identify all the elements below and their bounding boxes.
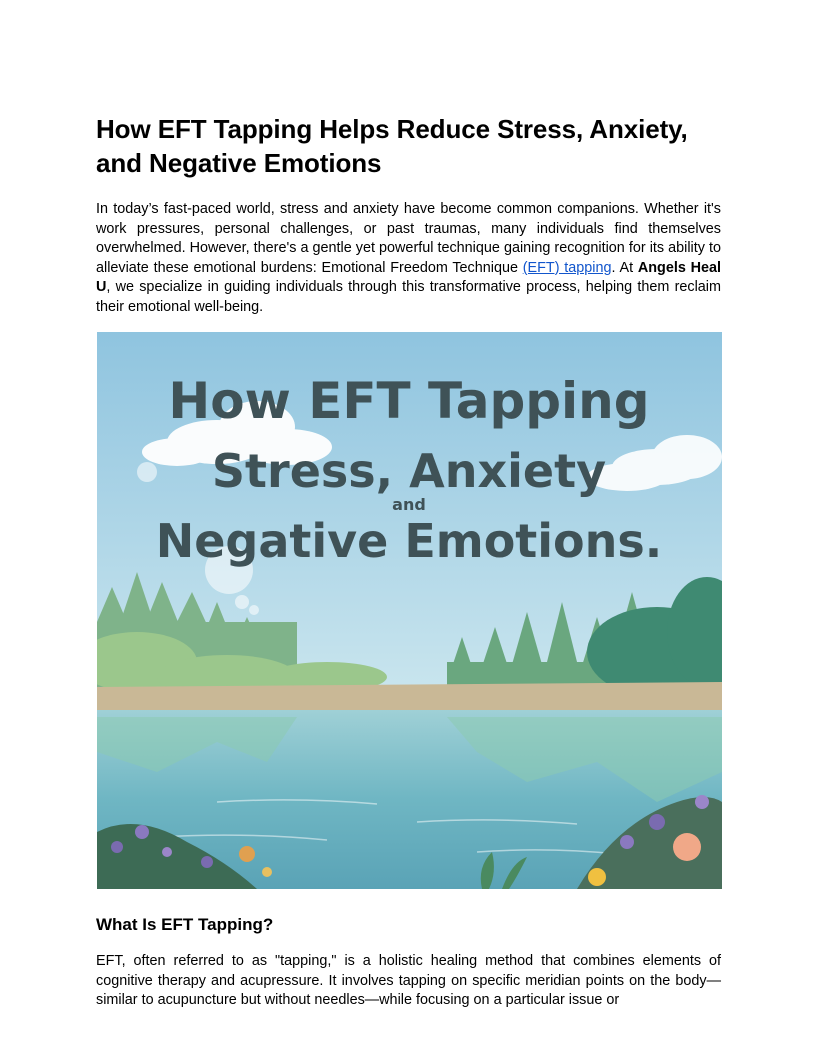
hero-line-3: and [392, 495, 426, 514]
document-page [96, 112, 721, 318]
eft-tapping-link[interactable]: (EFT) tapping [522, 259, 612, 276]
lake-landscape-image [97, 332, 722, 889]
hero-illustration [97, 332, 722, 889]
article-title: How EFT Tapping Helps Reduce Stress, Anxiety, and Negative Emotions [96, 114, 688, 178]
section-heading: What Is EFT Tapping? [96, 915, 274, 934]
intro-text-1: In today’s fast-paced world, stress and anxiety have become common companions. Whether it's work pressures, personal challenges, or past traumas, many individuals find themselves overwhelmed. However, there's a gentle yet powerful technique gaining recognition for its ability to alleviate these emotional burdens: Emotional Freedom Technique [96, 201, 721, 276]
intro-text-3: , we specialize in guiding individuals through this transformative process, helping them reclaim their emotional well-being. [96, 279, 721, 315]
hero-line-1: How EFT Tapping [168, 372, 650, 430]
hero-line-2: Stress, Anxiety [211, 444, 607, 498]
intro-paragraph [96, 200, 721, 318]
brand-name: Angels Heal U [96, 259, 722, 296]
shore [97, 682, 722, 712]
hero-title [156, 372, 663, 568]
hero-line-4: Negative Emotions. [155, 514, 663, 568]
section-paragraph: EFT, often referred to as "tapping," is a holistic healing method that combines elements of cognitive therapy and acupressure. It involves tapping on specific meridian points on the body—similar to acupuncture but without needles—while focusing on a particular issue or [96, 953, 721, 1009]
intro-text-2: . At [611, 259, 638, 276]
